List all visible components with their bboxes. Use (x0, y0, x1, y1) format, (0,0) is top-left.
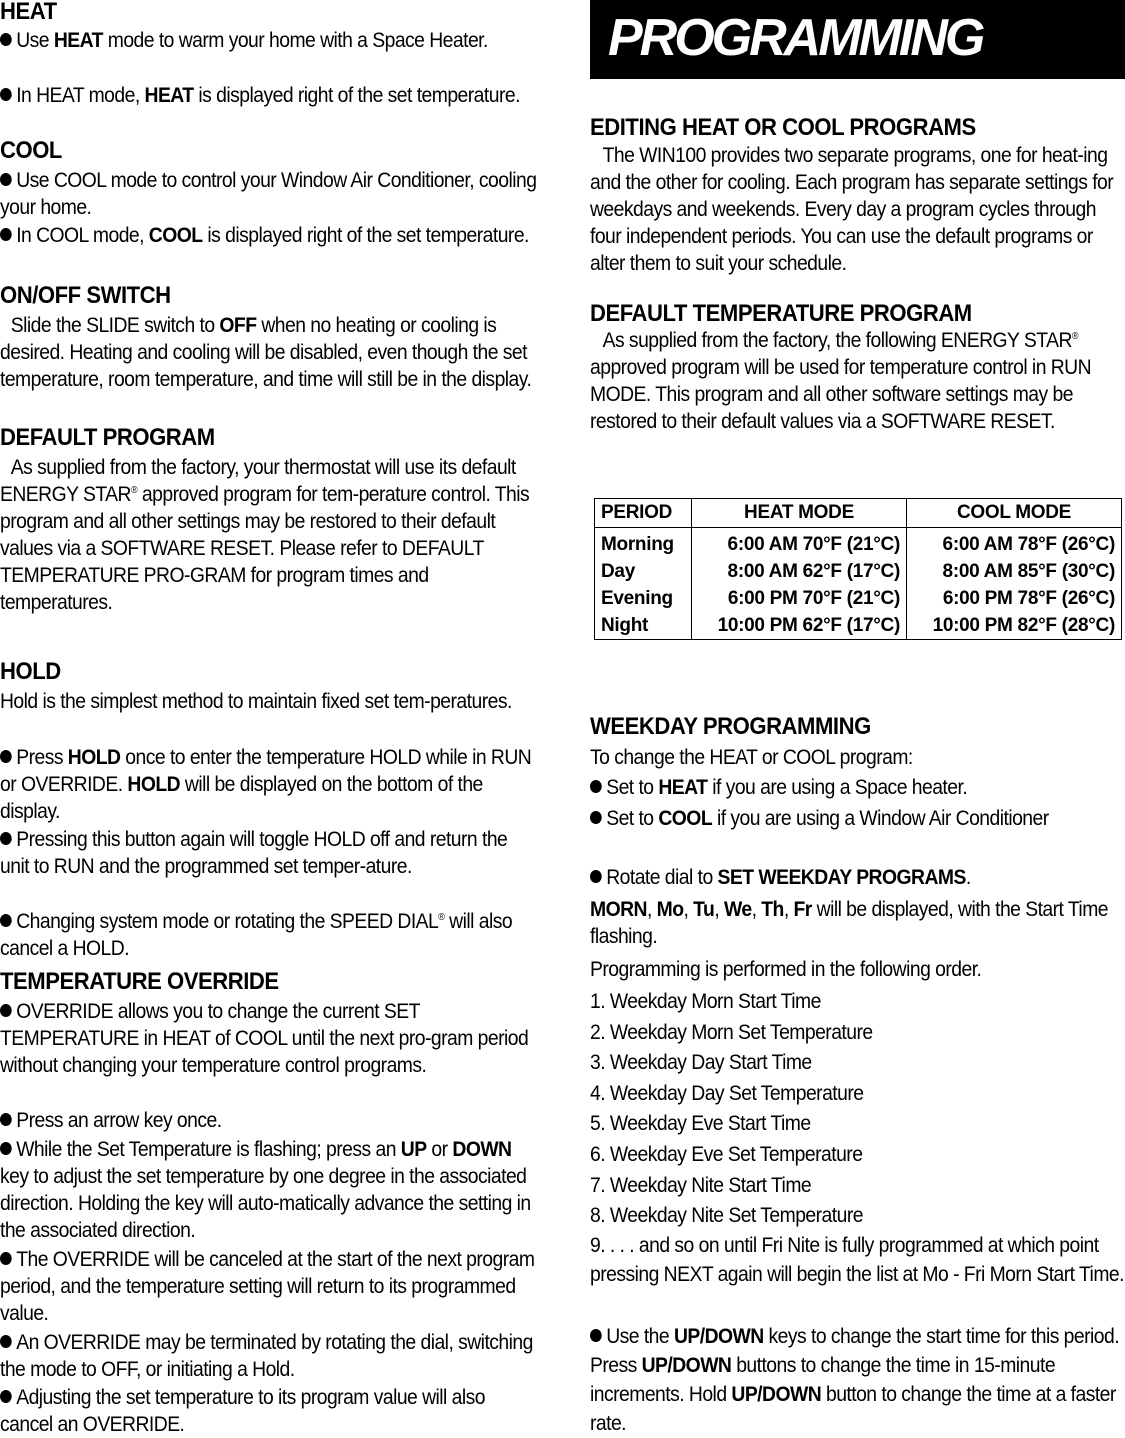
heat-cell: 10:00 PM 62°F (17°C) (692, 612, 907, 640)
table-row (595, 558, 1122, 585)
period-cell: Night (595, 612, 692, 640)
cool-bullet-1: Use COOL mode to control your Window Air Conditioner, cooling your home. (0, 168, 537, 219)
onoff-text: Slide the SLIDE switch to OFF when no heating or cooling is desired. Heating and cooling will be disabled, even though the set temperature, room temperature, and time will still be in the display. (0, 313, 532, 391)
step-item: 6. Weekday Eve Set Temperature (590, 1141, 863, 1166)
step-item: 4. Weekday Day Set Temperature (590, 1080, 864, 1105)
bullet-icon (0, 832, 12, 845)
bullet-icon (0, 1004, 12, 1017)
bullet-icon (0, 88, 12, 101)
bullet-icon (0, 1113, 12, 1126)
cool-cell: 8:00 AM 85°F (30°C) (907, 558, 1122, 585)
override-bullet-1: OVERRIDE allows you to change the current SET TEMPERATURE in HEAT of COOL until the next pro-gram period without changing your temperature control programs. (0, 999, 529, 1077)
hold-intro: Hold is the simplest method to maintain fixed set tem-peratures. (0, 689, 512, 713)
heat-cell: 6:00 PM 70°F (21°C) (692, 585, 907, 612)
weekday-bullet-1: Set to HEAT if you are using a Space heater. (590, 774, 1124, 801)
step-item: 9. . . . and so on until Fri Nite is fully programmed at which point pressing NEXT again will begin the list at Mo - Fri Morn Start Time. (590, 1232, 1124, 1286)
step-item: 7. Weekday Nite Start Time (590, 1172, 812, 1197)
weekday-order-text: Programming is performed in the following order. (590, 957, 982, 981)
bullet-icon (0, 33, 12, 46)
heat-section (0, 0, 62, 26)
override-bullet-6: Adjusting the set temperature to its program value will also cancel an OVERRIDE. (0, 1385, 486, 1436)
heat-bullet-1: Use HEAT mode to warm your home with a Space Heater. (0, 27, 537, 54)
default-temp-program-text: As supplied from the factory, the following ENERGY STAR® approved program will be used for temperature control in RUN MODE. This program and all other software settings may be restored to their default values via a SOFTWARE RESET. (590, 328, 1092, 433)
page-title: PROGRAMMING (608, 9, 983, 67)
table-row (595, 612, 1122, 640)
bullet-icon (590, 870, 602, 883)
default-program-heading: DEFAULT PROGRAM (0, 424, 215, 451)
bullet-icon (590, 811, 602, 824)
period-cell: Morning (595, 528, 692, 559)
bullet-icon (0, 914, 12, 927)
weekday-bullet-3: Rotate dial to SET WEEKDAY PROGRAMS. (590, 864, 1124, 891)
bullet-icon (0, 1142, 12, 1155)
default-temperature-table (594, 498, 1122, 640)
bullet-icon (590, 1329, 602, 1342)
weekday-intro: To change the HEAT or COOL program: (590, 745, 913, 769)
header-heat-mode: HEAT MODE (692, 499, 907, 528)
table-header-row (595, 499, 1122, 528)
override-bullet-3: While the Set Temperature is flashing; press an UP or DOWN key to adjust the set temperature by one degree in the associated direction. Holding the key will auto-matically advance the setting in the associated direction. (0, 1137, 531, 1242)
editing-text: The WIN100 provides two separate programs, one for heat-ing and the other for cooling. Each program has separate settings for weekdays and weekends. Every day a program cycles through four independent periods. You can use the default programs or alter them to suit your schedule. (590, 143, 1114, 275)
bullet-icon (0, 750, 12, 763)
bullet-icon (590, 780, 602, 793)
step-item: 2. Weekday Morn Set Temperature (590, 1019, 873, 1044)
cool-cell: 6:00 AM 78°F (26°C) (907, 528, 1122, 559)
weekday-heading: WEEKDAY PROGRAMMING (590, 713, 871, 740)
override-heading: TEMPERATURE OVERRIDE (0, 968, 279, 995)
cool-bullet-2: In COOL mode, COOL is displayed right of the set temperature. (0, 222, 537, 249)
hold-bullet-1: Press HOLD once to enter the temperature HOLD while in RUN or OVERRIDE. HOLD will be displayed on the bottom of the display. (0, 745, 532, 823)
heat-cell: 6:00 AM 70°F (21°C) (692, 528, 907, 559)
override-bullet-4: The OVERRIDE will be canceled at the start of the next program period, and the temperature setting will return to its programmed value. (0, 1247, 535, 1325)
table-row (595, 528, 1122, 559)
heat-heading: HEAT (0, 0, 57, 25)
cool-heading: COOL (0, 137, 62, 164)
bullet-icon (0, 1390, 12, 1403)
table-row (595, 585, 1122, 612)
bullet-icon (0, 173, 12, 186)
bullet-icon (0, 1252, 12, 1265)
heat-bullet-2: In HEAT mode, HEAT is displayed right of the set temperature. (0, 82, 537, 109)
cool-cell: 10:00 PM 82°F (28°C) (907, 612, 1122, 640)
period-cell: Evening (595, 585, 692, 612)
heat-cell: 8:00 AM 62°F (17°C) (692, 558, 907, 585)
step-item: 1. Weekday Morn Start Time (590, 989, 821, 1013)
override-bullet-2: Press an arrow key once. (0, 1107, 537, 1134)
header-cool-mode: COOL MODE (907, 499, 1122, 528)
step-item: 3. Weekday Day Start Time (590, 1050, 812, 1075)
header-period: PERIOD (595, 499, 692, 528)
bullet-icon (0, 1335, 12, 1348)
weekday-bullet-2: Set to COOL if you are using a Window Air Conditioner (590, 805, 1124, 832)
onoff-heading: ON/OFF SWITCH (0, 282, 171, 309)
weekday-steps-list (590, 986, 1124, 1289)
step-item: 8. Weekday Nite Set Temperature (590, 1203, 863, 1228)
bullet-icon (0, 228, 12, 241)
override-bullet-5: An OVERRIDE may be terminated by rotating the dial, switching the mode to OFF, or initiating a Hold. (0, 1330, 533, 1381)
period-cell: Day (595, 558, 692, 585)
hold-heading: HOLD (0, 658, 61, 685)
weekday-days-text: MORN, Mo, Tu, We, Th, Fr will be displayed, with the Start Time flashing. (590, 897, 1109, 948)
programming-banner (590, 0, 1125, 79)
default-program-text: As supplied from the factory, your thermostat will use its default ENERGY STAR® approved program for tem-perature control. This program and all other settings may be restored to their default values via a SOFTWARE RESET. Please refer to DEFAULT TEMPERATURE PRO-GRAM for program times and temperatures. (0, 455, 530, 614)
hold-bullet-3: Changing system mode or rotating the SPEED DIAL® will also cancel a HOLD. (0, 909, 513, 960)
default-temp-program-heading: DEFAULT TEMPERATURE PROGRAM (590, 300, 972, 327)
hold-bullet-2: Pressing this button again will toggle HOLD off and return the unit to RUN and the programmed set temper-ature. (0, 827, 508, 878)
step-item: 5. Weekday Eve Start Time (590, 1111, 811, 1136)
cool-cell: 6:00 PM 78°F (26°C) (907, 585, 1122, 612)
weekday-bullet-4: Use the UP/DOWN keys to change the start time for this period. Press UP/DOWN buttons to change the time in 15-minute increments. Hold UP/DOWN button to change the time at a faster rate. (590, 1324, 1120, 1435)
editing-heading: EDITING HEAT OR COOL PROGRAMS (590, 114, 976, 141)
